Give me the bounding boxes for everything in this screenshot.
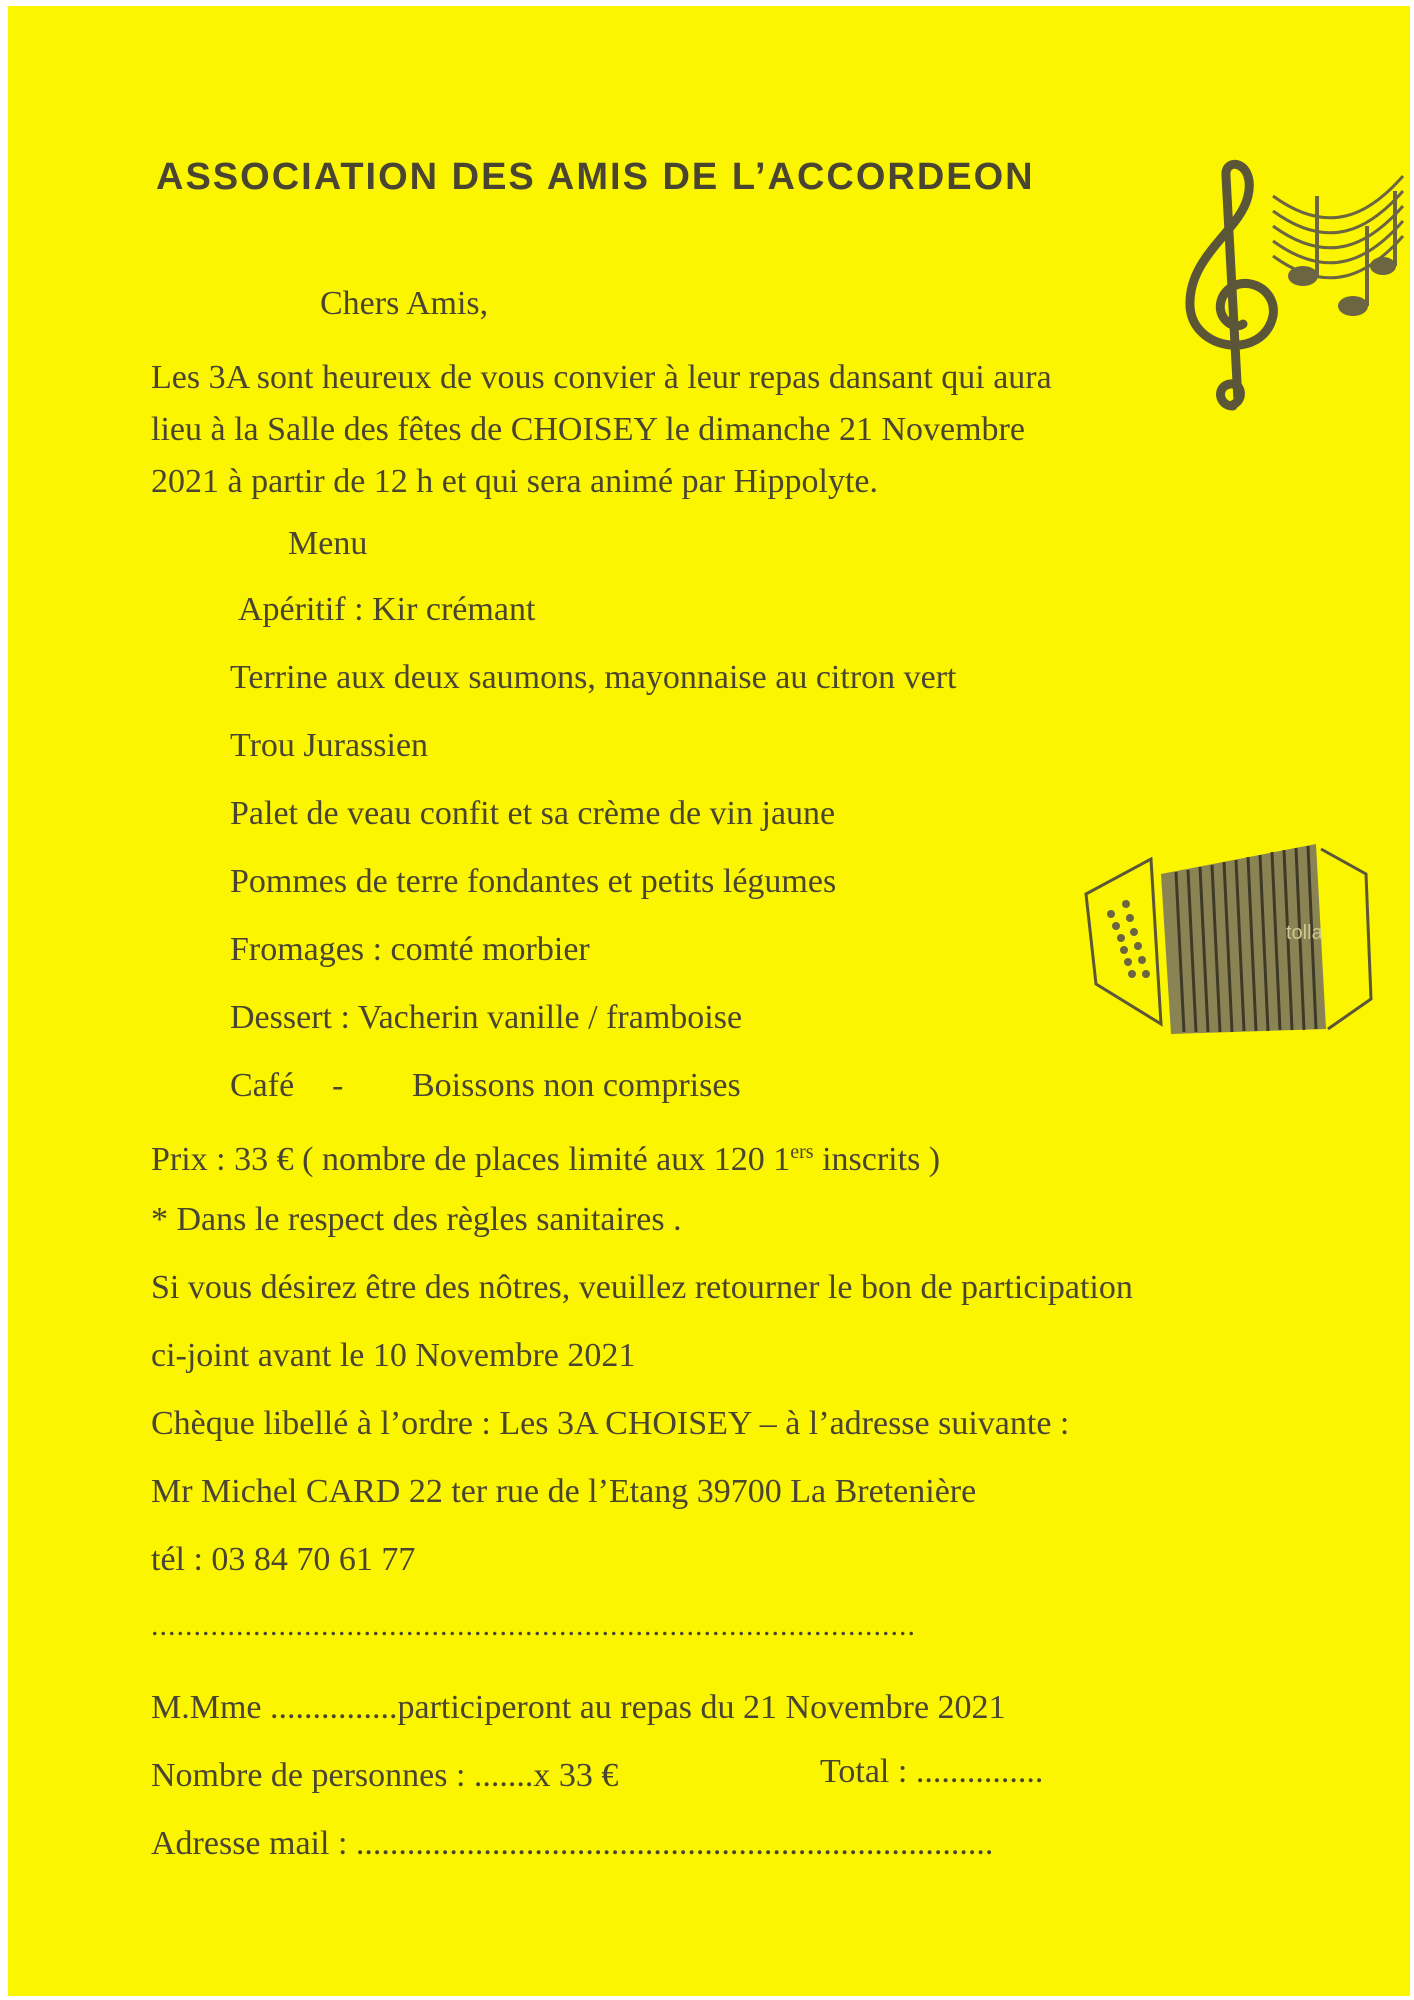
accordion-icon (1066, 834, 1386, 1054)
association-title: ASSOCIATION DES AMIS DE L’ACCORDEON (156, 156, 1035, 198)
menu-drinks-note: Boissons non comprises (412, 1067, 741, 1104)
phone-number: tél : 03 84 70 61 77 (151, 1541, 416, 1578)
price-text: Prix : 33 € ( nombre de places limité aux 120 1 (151, 1141, 791, 1178)
registration-line-2: ci-joint avant le 10 Novembre 2021 (151, 1337, 636, 1374)
menu-title: Menu (288, 525, 368, 562)
price-line (151, 1132, 940, 1180)
menu-item: Pommes de terre fondantes et petits légumes (230, 863, 837, 900)
greeting: Chers Amis, (320, 285, 489, 322)
invitation-line-2: lieu à la Salle des fêtes de CHOISEY le dimanche 21 Novembre (151, 411, 1025, 448)
menu-cafe: Café (230, 1067, 295, 1104)
postal-address: Mr Michel CARD 22 ter rue de l’Etang 39700 La Bretenière (151, 1473, 977, 1510)
flyer-page (8, 6, 1410, 1996)
price-suffix: inscrits ) (813, 1141, 941, 1178)
menu-cafe-line (230, 1066, 930, 1106)
cheque-instructions: Chèque libellé à l’ordre : Les 3A CHOISEY – à l’adresse suivante : (151, 1405, 1070, 1442)
menu-item: Terrine aux deux saumons, mayonnaise au citron vert (230, 659, 957, 696)
invitation-line-3: 2021 à partir de 12 h et qui sera animé par Hippolyte. (151, 463, 878, 500)
menu-item: Dessert : Vacherin vanille / framboise (230, 999, 743, 1036)
sanitary-note: * Dans le respect des règles sanitaires . (151, 1201, 682, 1238)
treble-clef-notes-icon (1178, 156, 1408, 416)
form-people-count-field[interactable]: Nombre de personnes : .......x 33 € (151, 1757, 619, 1794)
accordion-brand-label: tolla (1286, 922, 1323, 944)
menu-aperitif: Apéritif : Kir crémant (238, 591, 536, 628)
cut-line: .......................................................................................... (151, 1609, 916, 1642)
form-email-field[interactable]: Adresse mail : ........................................................................... (151, 1825, 994, 1862)
menu-separator: - (332, 1067, 344, 1104)
form-names-field[interactable]: M.Mme ...............participeront au repas du 21 Novembre 2021 (151, 1689, 1006, 1726)
menu-item: Fromages : comté morbier (230, 931, 590, 968)
registration-line-1: Si vous désirez être des nôtres, veuillez retourner le bon de participation (151, 1269, 1133, 1306)
price-superscript: ers (790, 1141, 814, 1163)
form-total-field[interactable]: Total : ............... (820, 1753, 1044, 1790)
menu-item: Trou Jurassien (230, 727, 429, 764)
menu-item: Palet de veau confit et sa crème de vin jaune (230, 795, 836, 832)
invitation-paragraph (151, 352, 1191, 508)
invitation-line-1: Les 3A sont heureux de vous convier à leur repas dansant qui aura (151, 359, 1052, 396)
